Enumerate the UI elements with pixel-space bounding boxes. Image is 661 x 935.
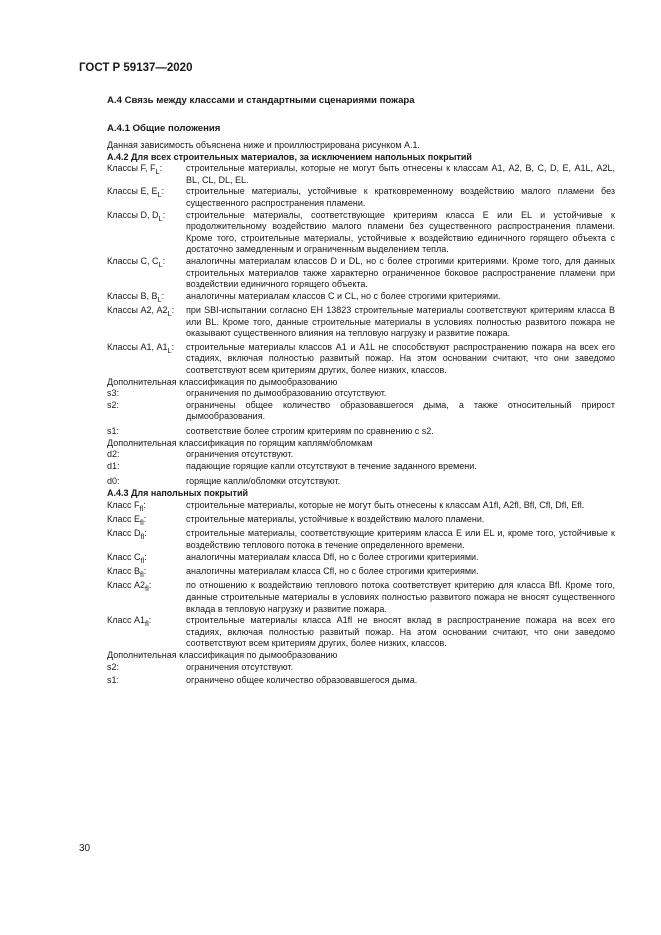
class-label: Классы Е, $Е_L$:	[107, 186, 165, 200]
floor-class-row-d	[107, 528, 615, 551]
class-label: Классы F, $F_L$:	[107, 163, 163, 176]
smoke-description: ограничения по дымообразованию отсутствуют.	[186, 388, 387, 399]
class-description: строительные материалы класса А1fl не вносят вклад в распространение пожара на всех его стадиях, включая полностью развитый пожар. На этом основании считают, что они заведомо соответствуют всем критериям других, более низких, классов.	[186, 615, 615, 649]
class-label: Классы А2, $А2_L$:	[107, 305, 175, 318]
floor-smoke-classification-heading: Дополнительная классификация по дымообразованию	[107, 649, 338, 660]
smoke-label: s3:	[107, 388, 120, 399]
class-label: Классы С, $С_L$:	[107, 255, 166, 269]
drops-label: d1:	[107, 460, 120, 471]
class-description: строительные материалы, устойчивые к воздействию малого пламени.	[186, 514, 485, 524]
smoke-label: s1:	[107, 675, 120, 686]
class-label: Классы А1, $А1_L$:	[107, 341, 175, 355]
class-description: аналогичны материалам класса Сfl, но с более строгими критериями.	[186, 565, 479, 576]
smoke-row-s2	[107, 400, 615, 423]
class-description: строительные материалы, соответствующие критериям класса Е или ЕL и устойчивые к продолжительному воздействию малого пламени без существенного распространения пламени. Кроме того, строительные материалы, устойчивые к воздействию единичного горящего объекта с достаточно замедленным и ограниченным выделением тепла.	[186, 209, 615, 255]
class-label: Классы В, $В_L$:	[107, 290, 165, 304]
drops-label: d0:	[107, 476, 120, 487]
class-description: строительные материалы, устойчивые к кратковременному воздействию малого пламени без существенного распространения пламени.	[186, 186, 615, 208]
floor-smoke-row-s1	[107, 675, 615, 687]
smoke-label: s2:	[107, 661, 120, 672]
standard-number: ГОСТ Р 59137—2020	[79, 62, 193, 74]
drops-description: падающие горящие капли отсутствуют в течение заданного времени.	[186, 460, 477, 471]
class-label: Класс $А2_{fl}$:	[107, 580, 152, 594]
drops-row-d2	[107, 449, 615, 461]
smoke-description: ограничено общее количество образовавшегося дыма.	[186, 675, 418, 686]
class-row-f	[107, 163, 615, 186]
drops-description: ограничения отсутствуют.	[186, 449, 294, 460]
floor-class-row-a1	[107, 615, 615, 650]
document-body	[107, 140, 615, 687]
class-label: Класс $А1_{fl}$:	[107, 615, 152, 628]
floor-class-row-a2	[107, 580, 615, 615]
class-label: Класс $С_{fl}$:	[107, 551, 147, 565]
class-label: Класс $В_{fl}$:	[107, 565, 147, 579]
smoke-classification-heading: Дополнительная классификация по дымообразованию	[107, 376, 338, 387]
class-description: аналогичны материалам классов С и СL, но с более строгими критериями.	[186, 290, 501, 301]
drops-classification-heading: Дополнительная классификация по горящим каплям/обломкам	[107, 437, 373, 448]
section-title: А.4 Связь между классами и стандартными сценариями пожара	[107, 95, 415, 106]
smoke-row-s1	[107, 426, 615, 438]
drops-row-d0	[107, 476, 615, 488]
class-row-e	[107, 186, 615, 209]
drops-label: d2:	[107, 449, 120, 460]
subsection-title-a43: А.4.3 Для напольных покрытий	[107, 488, 249, 499]
class-label: Классы D, $D_L$:	[107, 209, 166, 223]
class-label: Класс $F_{fl}$:	[107, 499, 146, 513]
floor-class-row-e	[107, 514, 615, 528]
smoke-row-s3	[107, 388, 615, 400]
floor-class-row-c	[107, 552, 615, 566]
floor-smoke-row-s2	[107, 662, 615, 674]
class-description: строительные материалы, которые не могут быть отнесены к классам А1, А2, В, С, D, Е, А1L, А2L, BL, CL, DL, EL.	[186, 163, 615, 185]
smoke-description: ограничения отсутствуют.	[186, 661, 294, 672]
subsection-title-a41: А.4.1 Общие положения	[107, 123, 221, 134]
floor-class-row-f	[107, 500, 615, 514]
class-row-a2	[107, 305, 615, 340]
class-row-c	[107, 256, 615, 291]
class-description: строительные материалы, соответствующие критериям класса Е или ЕL и, кроме того, устойчивые к воздействию теплового потока в течение определенного времени.	[186, 528, 615, 550]
class-description: аналогичны материалам класса Dfl, но с более строгими критериями.	[186, 551, 479, 562]
class-description: аналогичны материалам классов D и DL, но с более строгими критериями. Кроме того, для данных строительных материалов также характерно ограниченное боковое распространение пламени при воздействии единичного горящего объекта.	[186, 255, 615, 290]
subsection-title-a42: А.4.2 Для всех строительных материалов, за исключением напольных покрытий	[107, 151, 472, 162]
drops-description: горящие капли/обломки отсутствуют.	[186, 476, 341, 487]
class-description: строительные материалы, которые не могут быть отнесены к классам А1fl, А2fl, Вfl, Сfl, Dfl, Еfl.	[186, 499, 585, 510]
floor-class-row-b	[107, 566, 615, 580]
smoke-label: s2:	[107, 399, 120, 410]
class-row-b	[107, 291, 615, 305]
smoke-description: соответствие более строгим критериям по сравнению с s2.	[186, 426, 434, 437]
intro-paragraph: Данная зависимость объяснена ниже и проиллюстрирована рисунком А.1.	[107, 140, 420, 150]
smoke-label: s1:	[107, 426, 120, 437]
drops-row-d1	[107, 461, 615, 473]
class-row-a1	[107, 342, 615, 377]
class-label: Класс $D_{fl}$:	[107, 528, 147, 542]
smoke-description: ограничены общее количество образовавшегося дыма, а также относительный прирост дымообразования.	[186, 399, 615, 422]
class-label: Класс $Е_{fl}$:	[107, 514, 147, 527]
class-description: по отношению к воздействию теплового потока соответствует критерию для класса Вfl. Кроме того, данные строительные материалы в условиях полностью развитого пожара не вносят существенного вклада в тепловую нагрузку и развитие пожара.	[186, 580, 615, 614]
class-row-d	[107, 210, 615, 256]
class-description: строительные материалы классов А1 и А1L не способствуют распространению пожара на всех его стадиях, включая полностью развитый пожар. На этом основании считают, что они заведомо соответствуют всем критериям других, более низких, классов.	[186, 341, 615, 376]
page-number: 30	[79, 843, 91, 854]
class-description: при SBI-испытании согласно ЕН 13823 строительные материалы соответствуют критериям класса В или ВL. Кроме того, данные строительные материалы в условиях полностью развитого пожара не оказывают существенного влияния на тепловую нагрузку и развитие пожара.	[186, 305, 615, 339]
